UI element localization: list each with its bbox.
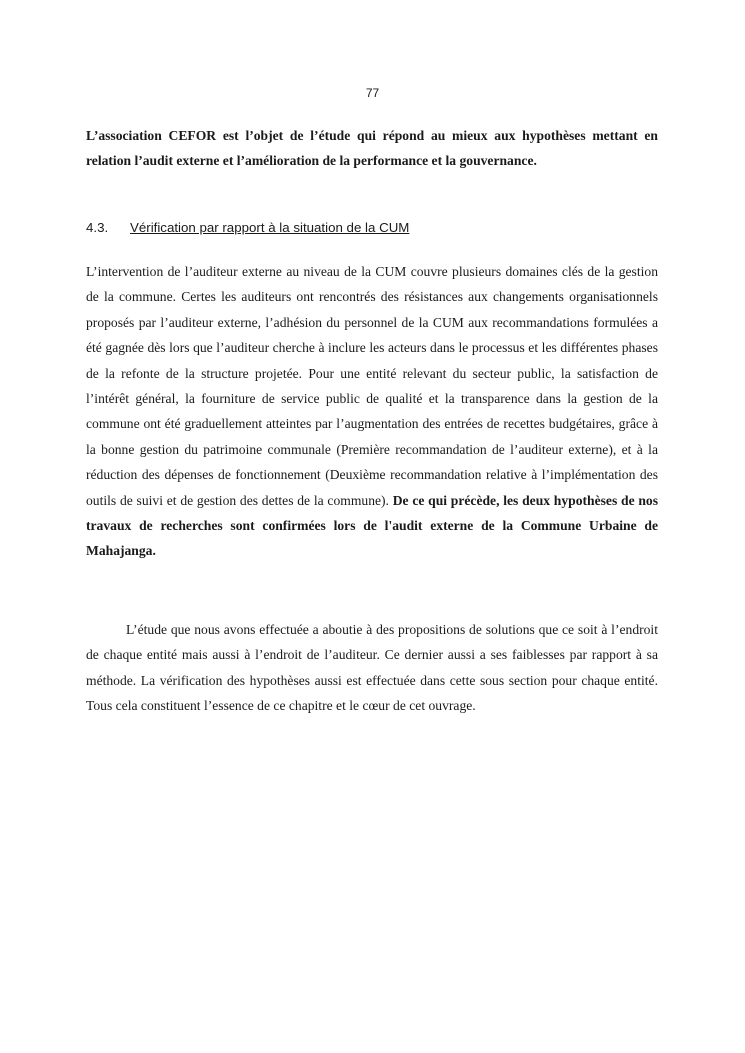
intro-paragraph: L’association CEFOR est l’objet de l’étude qui répond au mieux aux hypothèses mettant en relation l’audit externe et l’amélioration de la performance et la gouvernance. [86,128,658,169]
page-number: 77 [365,86,380,100]
section-heading [86,215,658,240]
closing-paragraph [86,617,658,719]
section-title: Vérification par rapport à la situation de la CUM [130,220,410,235]
section-number: 4.3. [86,220,109,235]
body-paragraph [86,259,658,564]
body-conclusion: De ce qui précède, les deux hypothèses de nos travaux de recherches sont confirmées lors de l'audit externe de la Commune Urbaine de Mahajanga. [86,492,659,559]
body-text: L’intervention de l’auditeur externe au niveau de la CUM couvre plusieurs domaines clés de la gestion de la commune. Certes les auditeurs ont rencontrés des résistances aux changements organisationnels proposés par l’auditeur externe, l’adhésion du personnel de la CUM aux recommandations formulées a été gagnée dès lors que l’auditeur cherche à inclure les acteurs dans le processus et les différentes phases de la refonte de la structure projetée. Pour une entité relevant du secteur public, la satisfaction de l’intérêt général, la fourniture de service public de qualité et la transparence dans la gestion de la commune ont été graduellement atteintes par l’augmentation des entrées de recettes budgétaires, grâce à la bonne gestion du patrimoine communale (Première recommandation de l’auditeur externe), et à la réduction des dépenses de fonctionnement (Deuxième recommandation relative à l’implémentation des outils de suivi et de gestion des dettes de la commune). [86,264,658,508]
closing-text: L’étude que nous avons effectuée a aboutie à des propositions de solutions que ce soit à l’endroit de chaque entité mais aussi à l’endroit de l’auditeur. Ce dernier aussi a ses faiblesses par rapport à sa méthode. La vérification des hypothèses aussi est effectuée dans cette sous section pour chaque entité. Tous cela constituent l’essence de ce chapitre et le cœur de cet ouvrage. [86,622,658,714]
